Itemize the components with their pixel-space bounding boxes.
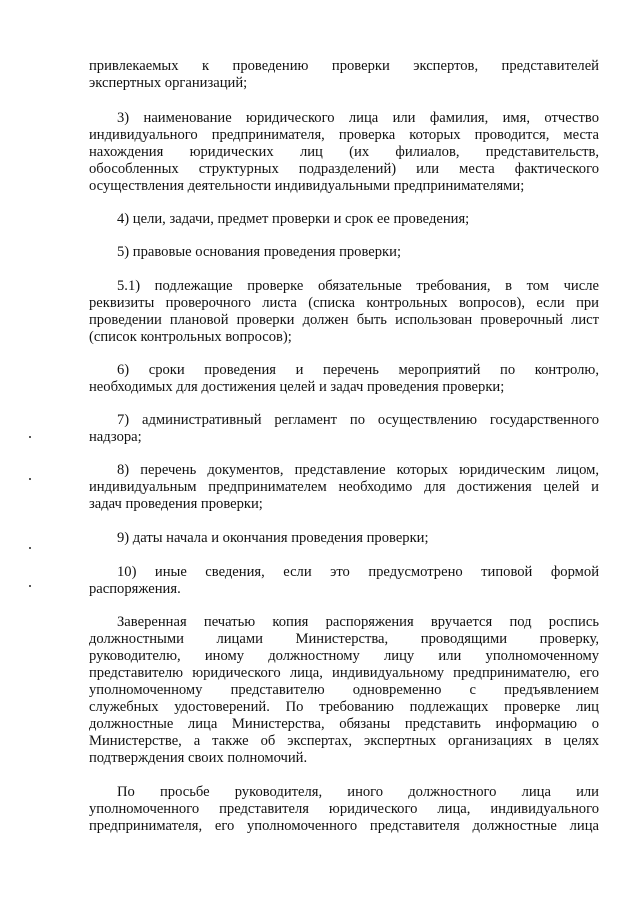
text-line: проведении плановой проверки должен быть использован проверочный лист: [89, 312, 599, 328]
text-line: подтверждения своих полномочий.: [89, 750, 308, 766]
text-line: уполномоченного представителя юридического лица, индивидуального: [89, 801, 599, 817]
text-line: экспертных организаций;: [89, 75, 248, 91]
scan-speck: [29, 478, 31, 480]
text-line: индивидуальным предпринимателем необходимо для достижения целей и: [89, 479, 599, 495]
text-line: 9) даты начала и окончания проведения проверки;: [117, 530, 429, 546]
text-line: должностные лица Министерства, обязаны представить информацию о: [89, 716, 599, 732]
text-line: 6) сроки проведения и перечень мероприятий по контролю,: [117, 362, 599, 378]
scan-speck: [29, 436, 31, 438]
text-line: 8) перечень документов, представление которых юридическим лицом,: [117, 462, 599, 478]
paragraph: [89, 110, 599, 195]
text-line: Заверенная печатью копия распоряжения вручается под роспись: [117, 614, 599, 630]
paragraph: [89, 412, 599, 446]
text-line: уполномоченному представителю одновременно с предъявлением: [89, 682, 599, 698]
scan-speck: [29, 547, 31, 549]
paragraph: [89, 278, 599, 346]
text-line: обособленных структурных подразделений) или места фактического: [89, 161, 599, 177]
paragraph: [89, 211, 599, 228]
paragraph: [89, 462, 599, 513]
text-line: 10) иные сведения, если это предусмотрено типовой формой: [117, 564, 599, 580]
text-line: (список контрольных вопросов);: [89, 329, 292, 345]
text-line: руководителю, иному должностному лицу или уполномоченному: [89, 648, 599, 664]
paragraph: [89, 784, 599, 835]
text-line: нахождения юридических лиц (их филиалов, представительств,: [89, 144, 599, 160]
text-line: 7) административный регламент по осуществлению государственного: [117, 412, 599, 428]
paragraph: [89, 58, 599, 92]
text-line: индивидуального предпринимателя, проверка которых проводится, места: [89, 127, 599, 143]
scan-speck: [29, 585, 31, 587]
text-line: надзора;: [89, 429, 142, 445]
paragraph: [89, 530, 599, 547]
text-line: 5.1) подлежащие проверке обязательные требования, в том числе: [117, 278, 599, 294]
text-line: 5) правовые основания проведения проверки;: [117, 244, 402, 260]
text-line: осуществления деятельности индивидуальными предпринимателями;: [89, 178, 525, 194]
paragraph: [89, 564, 599, 598]
text-line: распоряжения.: [89, 581, 181, 597]
text-line: представителю юридического лица, индивидуальному предпринимателю, его: [89, 665, 599, 681]
paragraph: [89, 244, 599, 261]
text-line: 3) наименование юридического лица или фамилия, имя, отчество: [117, 110, 599, 126]
text-line: реквизиты проверочного листа (списка контрольных вопросов), если при: [89, 295, 599, 311]
text-line: Министерстве, а также об экспертах, экспертных организациях в целях: [89, 733, 599, 749]
paragraph: [89, 614, 599, 767]
text-line: предпринимателя, его уполномоченного представителя должностные лица: [89, 818, 599, 834]
paragraph: [89, 362, 599, 396]
text-line: По просьбе руководителя, иного должностного лица или: [117, 784, 599, 800]
text-line: задач проведения проверки;: [89, 496, 263, 512]
text-line: привлекаемых к проведению проверки экспертов, представителей: [89, 58, 599, 74]
text-line: должностными лицами Министерства, проводящими проверку,: [89, 631, 599, 647]
text-line: 4) цели, задачи, предмет проверки и срок ее проведения;: [117, 211, 470, 227]
text-line: необходимых для достижения целей и задач проведения проверки;: [89, 379, 505, 395]
text-line: служебных удостоверений. По требованию подлежащих проверке лиц: [89, 699, 599, 715]
